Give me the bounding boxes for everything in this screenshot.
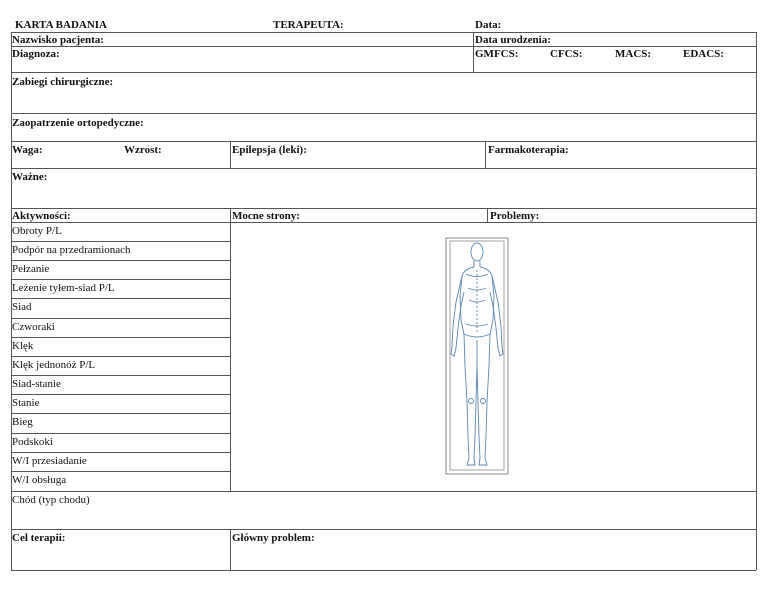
activities-header: Aktywności: bbox=[12, 210, 71, 222]
orthopedic-label: Zaopatrzenie ortopedyczne: bbox=[12, 117, 144, 129]
height-label: Wzrost: bbox=[124, 144, 162, 156]
form-title: KARTA BADANIA bbox=[15, 19, 108, 31]
activity-item: Podskoki bbox=[12, 436, 53, 448]
rule bbox=[11, 491, 756, 492]
activity-item: Siad bbox=[12, 301, 32, 313]
macs-label: MACS: bbox=[615, 48, 652, 60]
birth-date-label: Data urodzenia: bbox=[475, 34, 551, 46]
problems-header: Problemy: bbox=[490, 210, 540, 222]
activity-item: Obroty P/L bbox=[12, 225, 62, 237]
activity-item: Siad-stanie bbox=[12, 378, 61, 390]
rule bbox=[11, 72, 756, 73]
strengths-header: Mocne strony: bbox=[232, 210, 300, 222]
activity-item: Leżenie tyłem-siad P/L bbox=[12, 282, 115, 294]
rule bbox=[11, 168, 756, 169]
activity-item: W/I obsługa bbox=[12, 474, 67, 486]
gmfcs-label: GMFCS: bbox=[475, 48, 519, 60]
rule bbox=[11, 32, 756, 33]
surgeries-label: Zabiegi chirurgiczne: bbox=[12, 76, 114, 88]
important-label: Ważne: bbox=[12, 171, 48, 183]
therapist-label: TERAPEUTA: bbox=[273, 19, 344, 31]
cfcs-label: CFCS: bbox=[550, 48, 583, 60]
rule bbox=[11, 570, 756, 571]
rule bbox=[11, 113, 756, 114]
main-problem-label: Główny problem: bbox=[232, 532, 315, 544]
therapy-goal-label: Cel terapii: bbox=[12, 532, 66, 544]
activity-item: Klęk bbox=[12, 340, 34, 352]
table-right-border bbox=[756, 32, 757, 570]
rule bbox=[11, 222, 756, 223]
activity-item: Bieg bbox=[12, 416, 33, 428]
rule bbox=[11, 529, 756, 530]
activity-item: W/I przesiadanie bbox=[12, 455, 87, 467]
rule bbox=[11, 46, 756, 47]
activity-item: Czworaki bbox=[12, 321, 55, 333]
activity-item: Podpór na przedramionach bbox=[12, 244, 131, 256]
diagnosis-label: Diagnoza: bbox=[12, 48, 60, 60]
date-label: Data: bbox=[475, 19, 502, 31]
rule bbox=[11, 141, 756, 142]
pharmacotherapy-label: Farmakoterapia: bbox=[488, 144, 569, 156]
gait-label: Chód (typ chodu) bbox=[12, 494, 90, 506]
activity-item: Klęk jednonóż P/L bbox=[12, 359, 96, 371]
edacs-label: EDACS: bbox=[683, 48, 724, 60]
activity-item: Pełzanie bbox=[12, 263, 50, 275]
patient-name-label: Nazwisko pacjenta: bbox=[12, 34, 104, 46]
epilepsy-label: Epilepsja (leki): bbox=[232, 144, 307, 156]
human-body-outline-icon bbox=[444, 236, 510, 476]
rule bbox=[11, 208, 756, 209]
weight-label: Waga: bbox=[12, 144, 43, 156]
activity-item: Stanie bbox=[12, 397, 40, 409]
